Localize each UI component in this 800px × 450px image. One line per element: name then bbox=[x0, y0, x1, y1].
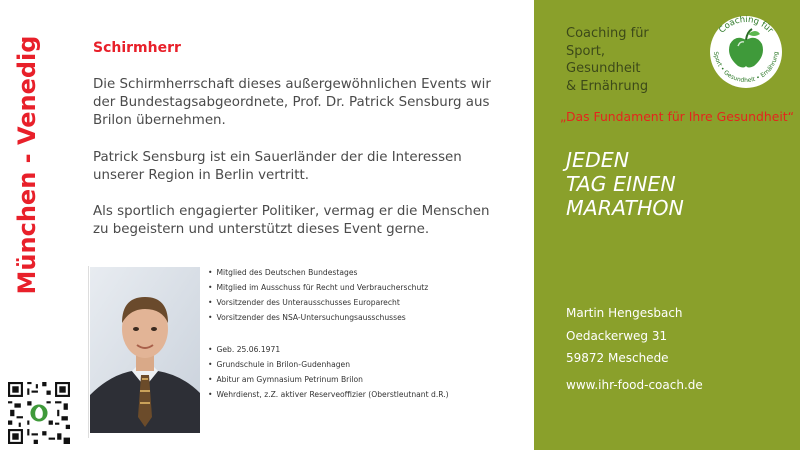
motto-line: JEDEN bbox=[566, 148, 630, 172]
bullet-list-bio bbox=[208, 342, 449, 402]
list-item: • Wehrdienst, z.Z. aktiver Reserveoffizier (Oberstleutnant d.R.) bbox=[208, 387, 449, 402]
qr-code-icon[interactable] bbox=[8, 382, 70, 444]
paragraph-region: Patrick Sensburg ist ein Sauerländer der die Interessen unserer Region in Berlin vertritt. bbox=[93, 150, 462, 183]
route-title: München - Venedig bbox=[13, 35, 41, 295]
motto-line: TAG EINEN bbox=[566, 172, 676, 196]
slogan: „Das Fundament für Ihre Gesundheit“ bbox=[560, 109, 795, 124]
coaching-tagline bbox=[566, 25, 706, 95]
list-item: • Abitur am Gymnasium Petrinum Brilon bbox=[208, 372, 449, 387]
paragraph-intro: Die Schirmherrschaft dieses außergewöhnlichen Events wir der Bundestagsabgeordnete, Prof. Dr. Patrick Sensburg aus Brilon übernehmen. bbox=[93, 77, 491, 128]
coaching-line: Coaching für bbox=[566, 26, 649, 41]
contact-block bbox=[566, 302, 683, 370]
website-link[interactable]: www.ihr-food-coach.de bbox=[566, 378, 703, 392]
contact-name: Martin Hengesbach bbox=[566, 306, 683, 320]
portrait-photo bbox=[90, 267, 200, 433]
coaching-line: Gesundheit bbox=[566, 61, 641, 76]
list-item: • Vorsitzender des Unterausschusses Europarecht bbox=[208, 295, 428, 310]
coaching-line: Sport, bbox=[566, 43, 606, 59]
list-item: • Mitglied im Ausschuss für Recht und Verbraucherschutz bbox=[208, 280, 428, 295]
list-item: • Grundschule in Brilon-Gudenhagen bbox=[208, 357, 449, 372]
brand-logo bbox=[702, 10, 790, 90]
motto bbox=[566, 148, 684, 220]
paragraph-support: Als sportlich engagierter Politiker, vermag er die Menschen zu begeistern und unterstützt dieses Event gerne. bbox=[93, 204, 490, 237]
list-item: • Vorsitzender des NSA-Untersuchungsausschusses bbox=[208, 310, 428, 325]
list-item: • Geb. 25.06.1971 bbox=[208, 342, 449, 357]
section-heading: Schirmherr bbox=[93, 40, 181, 56]
contact-city: 59872 Meschede bbox=[566, 351, 669, 365]
logo-bottom-text: Sport • Gesundheit • Ernährung bbox=[712, 51, 780, 85]
motto-line: MARATHON bbox=[566, 196, 684, 220]
logo-top-text: Coaching für bbox=[717, 14, 775, 36]
card-divider bbox=[88, 266, 89, 438]
contact-street: Oedackerweg 31 bbox=[566, 328, 668, 343]
list-item: • Mitglied des Deutschen Bundestages bbox=[208, 265, 428, 280]
coaching-line: & Ernährung bbox=[566, 78, 649, 94]
bullet-list-roles bbox=[208, 265, 428, 325]
